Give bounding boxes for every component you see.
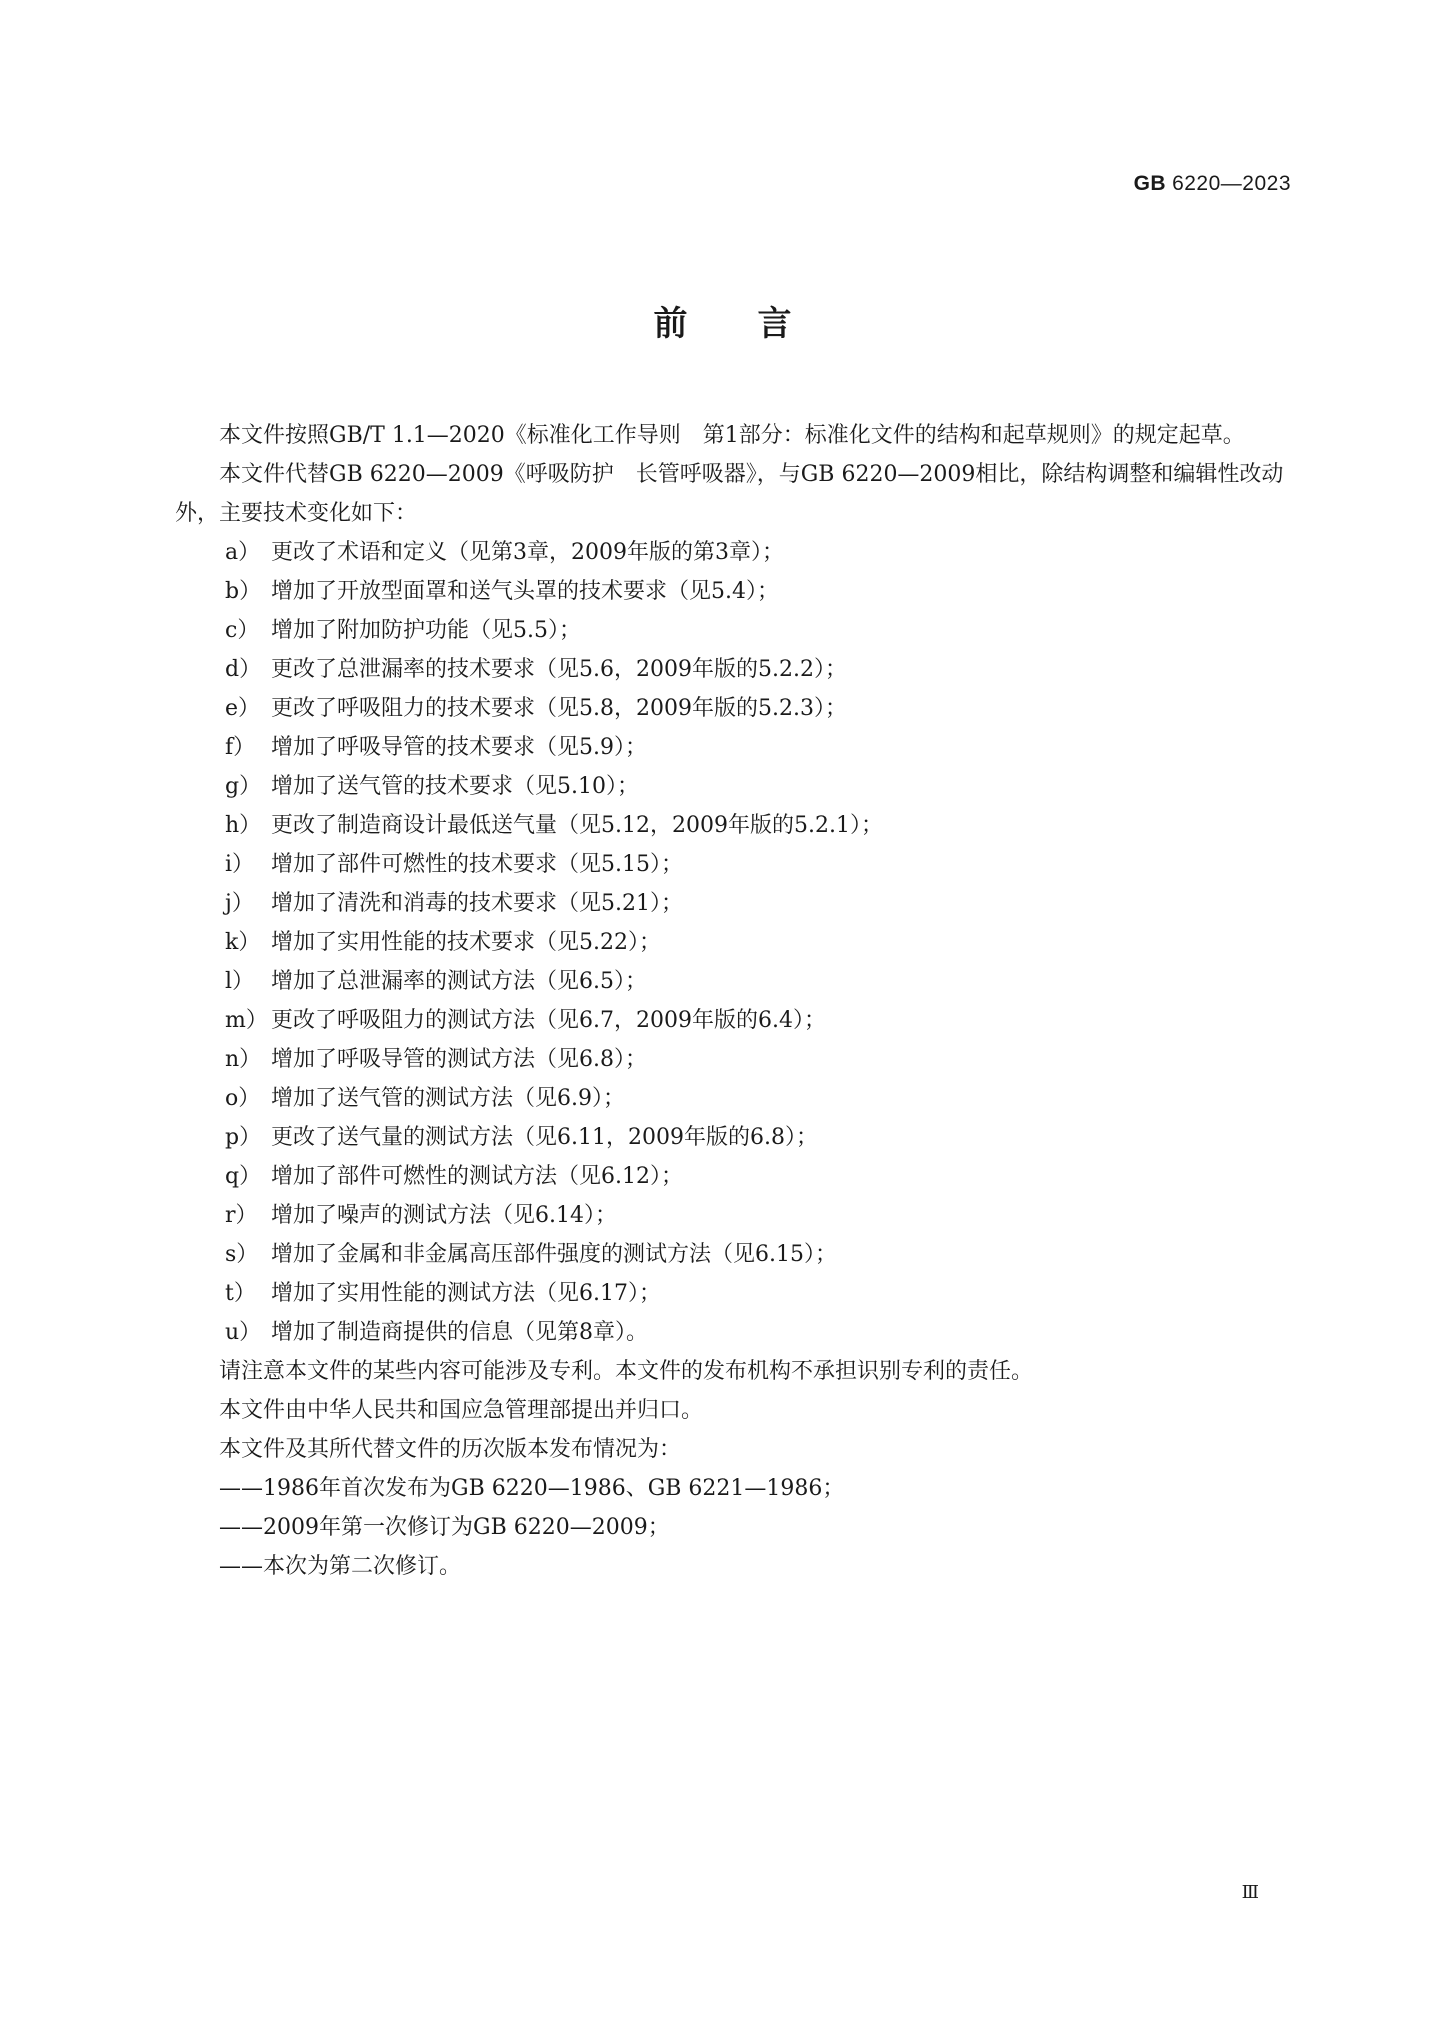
list-item bbox=[175, 1157, 1295, 1196]
list-text: 更改了呼吸阻力的测试方法（见6.7，2009年版的6.4）； bbox=[271, 1008, 826, 1033]
list-marker: f） bbox=[225, 735, 256, 760]
list-item bbox=[175, 884, 1295, 923]
list-item bbox=[175, 806, 1295, 845]
history-item: ——1986年首次发布为GB 6220—1986、GB 6221—1986； bbox=[219, 1476, 845, 1501]
list-marker: i） bbox=[225, 852, 255, 877]
list-text: 更改了送气量的测试方法（见6.11，2009年版的6.8）； bbox=[271, 1125, 818, 1150]
list-text: 增加了清洗和消毒的技术要求（见5.21）； bbox=[271, 891, 683, 916]
list-marker: l） bbox=[225, 969, 255, 994]
list-marker: p） bbox=[225, 1125, 262, 1150]
list-item bbox=[175, 845, 1295, 884]
list-text: 增加了金属和非金属高压部件强度的测试方法（见6.15）； bbox=[271, 1242, 837, 1267]
page-title: 前言 bbox=[653, 304, 862, 344]
list-marker: b） bbox=[225, 579, 262, 604]
list-item bbox=[175, 650, 1295, 689]
list-item bbox=[175, 1040, 1295, 1079]
list-text: 增加了送气管的技术要求（见5.10）； bbox=[271, 774, 639, 799]
standard-prefix: GB bbox=[1133, 172, 1167, 195]
standard-code bbox=[1134, 172, 1291, 196]
list-marker: q） bbox=[225, 1164, 262, 1189]
list-marker: g） bbox=[225, 774, 262, 799]
list-item bbox=[175, 611, 1295, 650]
list-text: 增加了部件可燃性的测试方法（见6.12）； bbox=[271, 1164, 683, 1189]
list-marker: m） bbox=[225, 1008, 268, 1033]
list-marker: o） bbox=[225, 1086, 261, 1111]
list-marker: d） bbox=[225, 657, 262, 682]
list-text: 增加了部件可燃性的技术要求（见5.15）； bbox=[271, 852, 683, 877]
page-number: Ⅲ bbox=[1241, 1882, 1259, 1903]
list-text: 更改了呼吸阻力的技术要求（见5.8，2009年版的5.2.3）； bbox=[271, 696, 847, 721]
list-text: 增加了附加防护功能（见5.5）； bbox=[271, 618, 581, 643]
list-item bbox=[175, 1235, 1295, 1274]
list-marker: a） bbox=[225, 540, 261, 565]
history-list bbox=[175, 1469, 1295, 1586]
list-text: 增加了呼吸导管的技术要求（见5.9）； bbox=[271, 735, 647, 760]
history-intro: 本文件及其所代替文件的历次版本发布情况为： bbox=[219, 1437, 682, 1462]
list-text: 增加了总泄漏率的测试方法（见6.5）； bbox=[271, 969, 647, 994]
list-marker: t） bbox=[225, 1281, 256, 1306]
list-text: 增加了噪声的测试方法（见6.14）； bbox=[271, 1203, 617, 1228]
patent-notice: 请注意本文件的某些内容可能涉及专利。本文件的发布机构不承担识别专利的责任。 bbox=[219, 1359, 1034, 1384]
list-item bbox=[175, 1118, 1295, 1157]
list-marker: u） bbox=[225, 1320, 262, 1345]
list-item bbox=[175, 689, 1295, 728]
list-marker: s） bbox=[225, 1242, 259, 1267]
list-marker: c） bbox=[225, 618, 260, 643]
history-item: ——本次为第二次修订。 bbox=[219, 1554, 462, 1579]
list-text: 增加了实用性能的测试方法（见6.17）； bbox=[271, 1281, 661, 1306]
list-text: 增加了送气管的测试方法（见6.9）； bbox=[271, 1086, 625, 1111]
changes-list bbox=[175, 533, 1295, 1352]
list-item bbox=[175, 1079, 1295, 1118]
list-item bbox=[175, 962, 1295, 1001]
list-marker: h） bbox=[225, 813, 262, 838]
list-marker: k） bbox=[225, 930, 261, 955]
history-item: ——2009年第一次修订为GB 6220—2009； bbox=[219, 1515, 670, 1540]
list-marker: e） bbox=[225, 696, 261, 721]
list-marker: r） bbox=[225, 1203, 258, 1228]
list-text: 增加了实用性能的技术要求（见5.22）； bbox=[271, 930, 661, 955]
list-item bbox=[175, 1274, 1295, 1313]
list-item bbox=[175, 767, 1295, 806]
list-item bbox=[175, 728, 1295, 767]
list-item bbox=[175, 1001, 1295, 1040]
list-marker: j） bbox=[225, 891, 254, 916]
list-text: 增加了开放型面罩和送气头罩的技术要求（见5.4）； bbox=[271, 579, 779, 604]
intro-paragraph: 本文件代替GB 6220—2009《呼吸防护 长管呼吸器》，与GB 6220—2009相比，除结构调整和编辑性改动外，主要技术变化如下： bbox=[175, 462, 1284, 526]
list-text: 更改了总泄漏率的技术要求（见5.6，2009年版的5.2.2）； bbox=[271, 657, 847, 682]
list-item bbox=[175, 572, 1295, 611]
standard-number: 6220—2023 bbox=[1172, 172, 1291, 195]
list-text: 增加了呼吸导管的测试方法（见6.8）； bbox=[271, 1047, 647, 1072]
proposer-statement: 本文件由中华人民共和国应急管理部提出并归口。 bbox=[219, 1398, 704, 1423]
list-item bbox=[175, 1196, 1295, 1235]
list-item bbox=[175, 1313, 1295, 1352]
foreword-body bbox=[175, 416, 1295, 1586]
list-item bbox=[175, 923, 1295, 962]
intro-paragraph: 本文件按照GB/T 1.1—2020《标准化工作导则 第1部分：标准化文件的结构和起草规则》的规定起草。 bbox=[219, 423, 1245, 448]
list-item bbox=[175, 533, 1295, 572]
list-text: 更改了制造商设计最低送气量（见5.12，2009年版的5.2.1）； bbox=[271, 813, 883, 838]
list-text: 更改了术语和定义（见第3章，2009年版的第3章）； bbox=[271, 540, 784, 565]
list-marker: n） bbox=[225, 1047, 262, 1072]
list-text: 增加了制造商提供的信息（见第8章）。 bbox=[271, 1320, 648, 1345]
